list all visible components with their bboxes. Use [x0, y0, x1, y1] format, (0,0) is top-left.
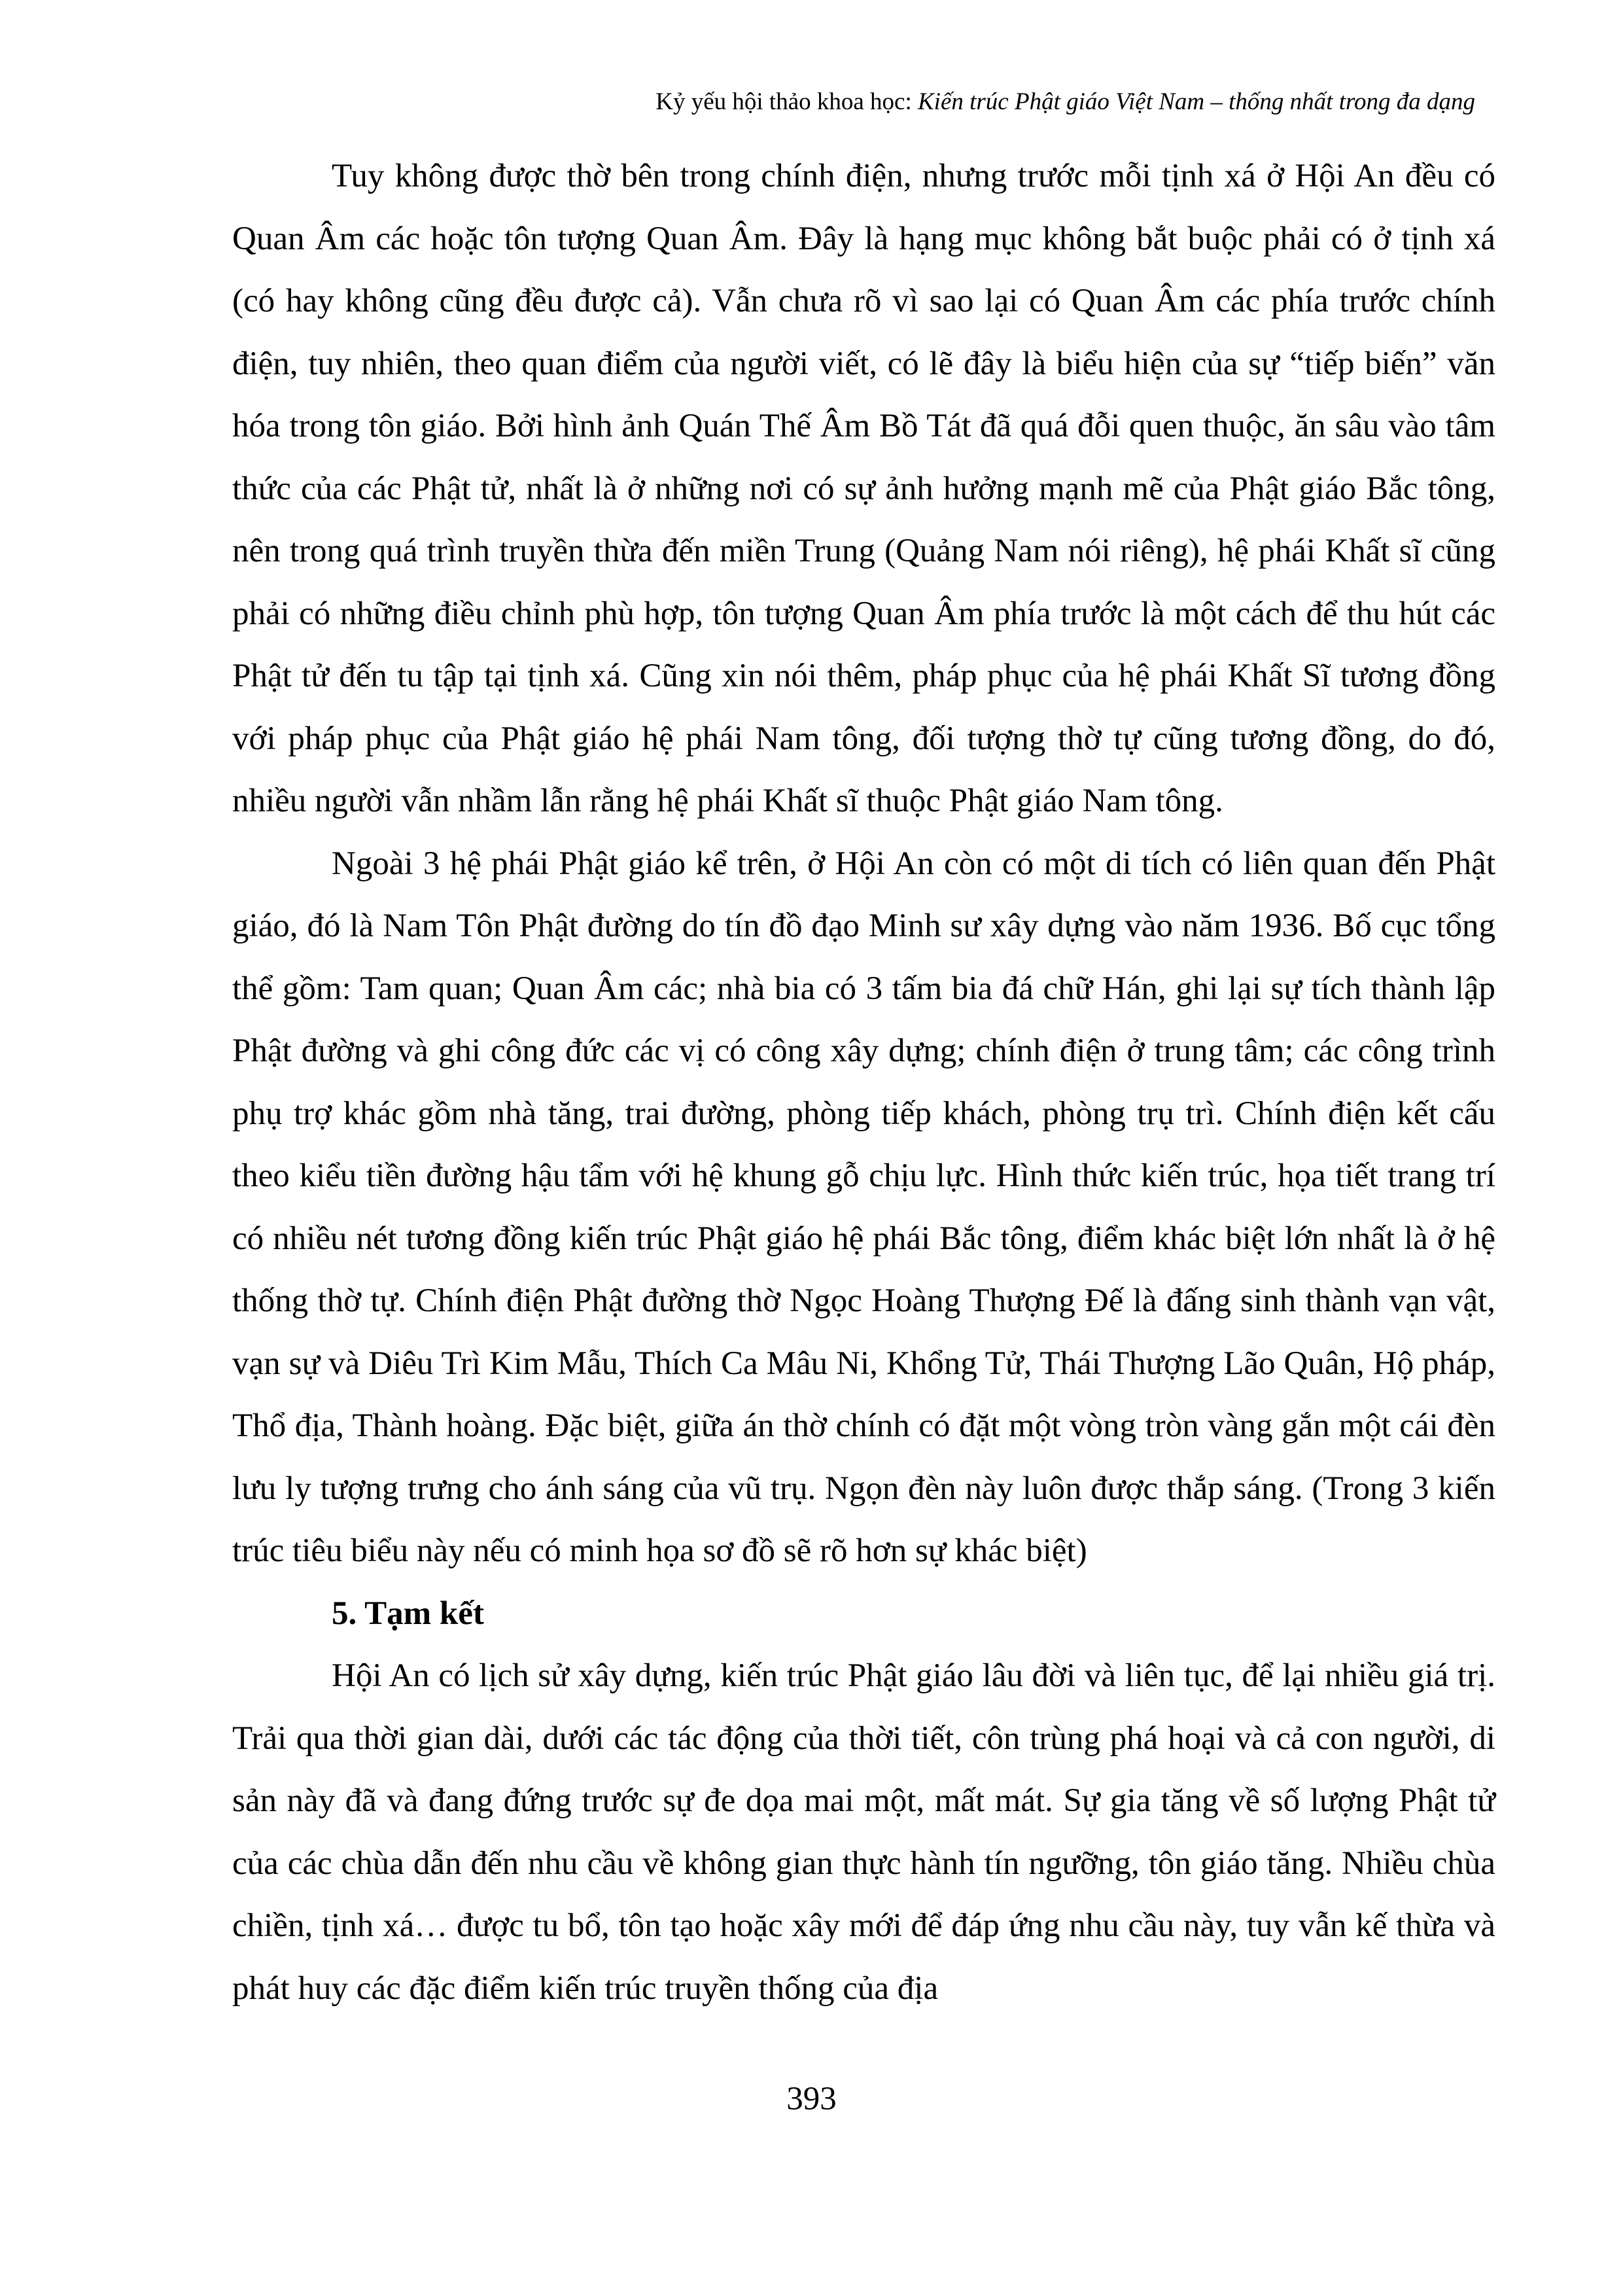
- body-paragraph: Ngoài 3 hệ phái Phật giáo kể trên, ở Hội An còn có một di tích có liên quan đến Phật giáo, đó là Nam Tôn Phật đường do tín đồ đạo Minh sư xây dựng vào năm 1936. Bố cục tổng thể gồm: Tam quan; Quan Âm các; nhà bia có 3 tấm bia đá chữ Hán, ghi lại sự tích thành lập Phật đường và ghi công đức các vị có công xây dựng; chính điện ở trung tâm; các công trình phụ trợ khác gồm nhà tăng, trai đường, phòng tiếp khách, phòng trụ trì. Chính điện kết cấu theo kiểu tiền đường hậu tẩm với hệ khung gỗ chịu lực. Hình thức kiến trúc, họa tiết trang trí có nhiều nét tương đồng kiến trúc Phật giáo hệ phái Bắc tông, điểm khác biệt lớn nhất là ở hệ thống thờ tự. Chính điện Phật đường thờ Ngọc Hoàng Thượng Đế là đấng sinh thành vạn vật, vạn sự và Diêu Trì Kim Mẫu, Thích Ca Mâu Ni, Khổng Tử, Thái Thượng Lão Quân, Hộ pháp, Thổ địa, Thành hoàng. Đặc biệt, giữa án thờ chính có đặt một vòng tròn vàng gắn một cái đèn lưu ly tượng trưng cho ánh sáng của vũ trụ. Ngọn đèn này luôn được thắp sáng. (Trong 3 kiến trúc tiêu biểu này nếu có minh họa sơ đồ sẽ rõ hơn sự khác biệt): [232, 845, 1495, 1569]
- page-body: [232, 145, 1495, 2020]
- header-prefix: Kỷ yếu hội thảo khoa học:: [655, 88, 918, 115]
- page-number: 393: [786, 2081, 837, 2117]
- header-title: Kiến trúc Phật giáo Việt Nam – thống nhất trong đa dạng: [918, 88, 1475, 115]
- running-header: [655, 86, 1475, 118]
- body-paragraph: Hội An có lịch sử xây dựng, kiến trúc Phật giáo lâu đời và liên tục, để lại nhiều giá trị. Trải qua thời gian dài, dưới các tác động của thời tiết, côn trùng phá hoại và cả con người, di sản này đã và đang đứng trước sự đe dọa mai một, mất mát. Sự gia tăng về số lượng Phật tử của các chùa dẫn đến nhu cầu về không gian thực hành tín ngưỡng, tôn giáo tăng. Nhiều chùa chiền, tịnh xá… được tu bổ, tôn tạo hoặc xây mới để đáp ứng nhu cầu này, tuy vẫn kế thừa và phát huy các đặc điểm kiến trúc truyền thống của địa: [232, 1657, 1495, 2007]
- body-paragraph: Tuy không được thờ bên trong chính điện, nhưng trước mỗi tịnh xá ở Hội An đều có Quan Âm các hoặc tôn tượng Quan Âm. Đây là hạng mục không bắt buộc phải có ở tịnh xá (có hay không cũng đều được cả). Vẫn chưa rõ vì sao lại có Quan Âm các phía trước chính điện, tuy nhiên, theo quan điểm của người viết, có lẽ đây là biểu hiện của sự “tiếp biến” văn hóa trong tôn giáo. Bởi hình ảnh Quán Thế Âm Bồ Tát đã quá đỗi quen thuộc, ăn sâu vào tâm thức của các Phật tử, nhất là ở những nơi có sự ảnh hưởng mạnh mẽ của Phật giáo Bắc tông, nên trong quá trình truyền thừa đến miền Trung (Quảng Nam nói riêng), hệ phái Khất sĩ cũng phải có những điều chỉnh phù hợp, tôn tượng Quan Âm phía trước là một cách để thu hút các Phật tử đến tu tập tại tịnh xá. Cũng xin nói thêm, pháp phục của hệ phái Khất Sĩ tương đồng với pháp phục của Phật giáo hệ phái Nam tông, đối tượng thờ tự cũng tương đồng, do đó, nhiều người vẫn nhầm lẫn rằng hệ phái Khất sĩ thuộc Phật giáo Nam tông.: [232, 158, 1495, 819]
- section-heading: 5. Tạm kết: [332, 1595, 484, 1632]
